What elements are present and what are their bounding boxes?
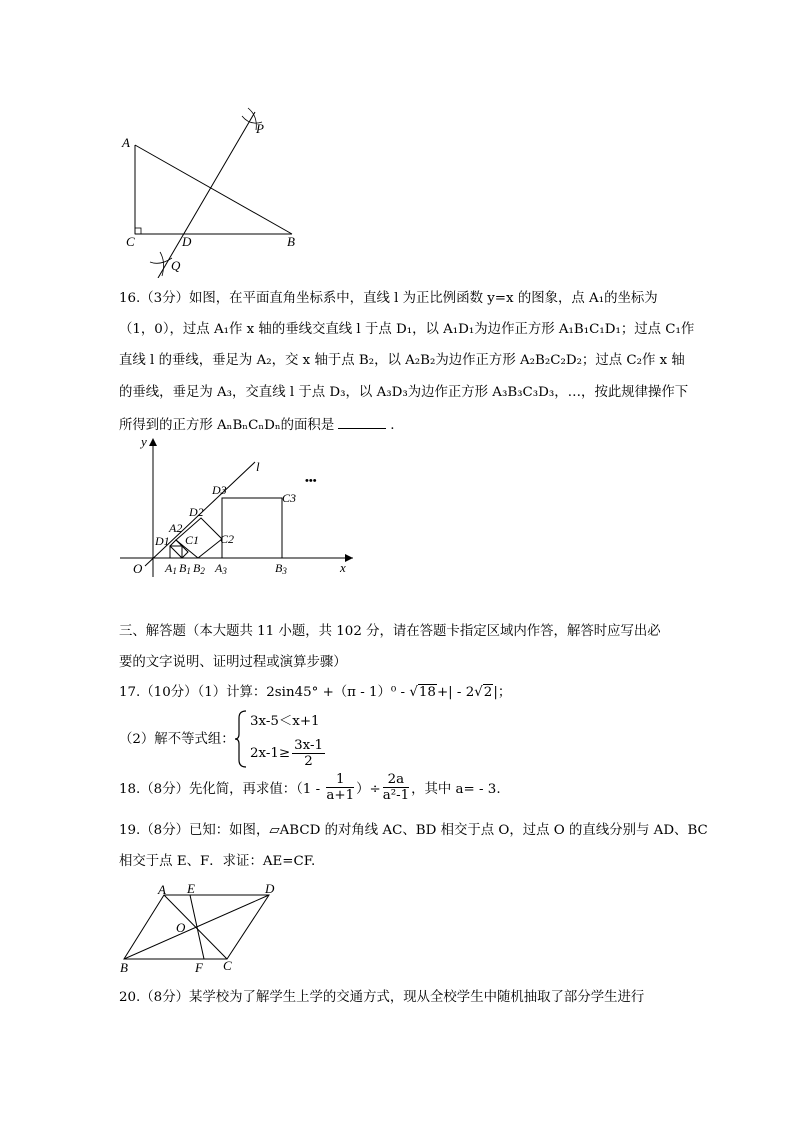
q18-mid: ）÷	[356, 782, 381, 797]
label-B: B	[287, 234, 295, 249]
q18-fraction2: $\frac{2a}{\text{a²-1}}$	[382, 772, 410, 803]
q16-line2: （1，0），过点 A₁作 x 轴的垂线交直线 l 于点 D₁，以 A₁D₁为边作正方形 A₁B₁C₁D₁；过点 C₁作	[119, 322, 695, 337]
label-A: A	[122, 135, 130, 150]
label-D1: D1	[155, 534, 170, 548]
q16-line5-end: .	[390, 418, 395, 433]
q17-part2-label: （2）解不等式组：	[119, 732, 235, 747]
label-C1: C1	[185, 533, 200, 547]
q17-p1-end: |；	[493, 685, 512, 700]
ineq2	[250, 738, 327, 769]
label-P: P	[256, 121, 264, 136]
q18	[119, 772, 501, 803]
q16-line3: 直线 l 的垂线，垂足为 A₂，交 x 轴于点 B₂，以 A₂B₂为边作正方形 A₂B₂C₂D₂；过点 C₂作 x 轴	[119, 353, 685, 368]
label-A: A	[158, 882, 166, 897]
q18-end: ，其中 a= - 3.	[411, 782, 501, 797]
label-C: C	[126, 234, 135, 249]
q17-p1-mid: +| - 2	[436, 685, 475, 700]
label-A1: A1	[165, 561, 177, 576]
label-A3: A3	[215, 561, 227, 576]
section3-line2: 要的文字说明、证明过程或演算步骤）	[119, 655, 347, 670]
label-y: y	[141, 434, 147, 449]
label-B3: B3	[275, 561, 287, 576]
q17-p1-prefix: 17.（10分）（1）计算：2sin45° +（π - 1）⁰ -	[119, 685, 410, 700]
label-D2: D2	[189, 505, 204, 519]
label-l: l	[256, 459, 260, 474]
label-B2: B2	[193, 561, 205, 576]
label-D: D	[182, 234, 192, 249]
q20-line1: 20.（8分）某学校为了解学生上学的交通方式，现从全校学生中随机抽取了部分学生进行	[119, 990, 645, 1005]
label-O: O	[176, 920, 186, 935]
q18-fraction1: $\frac{1}{a+1}$	[326, 772, 355, 803]
q16-line1: 16.（3分）如图，在平面直角坐标系中，直线 l 为正比例函数 y=x 的图象，点 A₁的坐标为	[119, 291, 658, 306]
q19-line2: 相交于点 E、F．求证：AE=CF.	[119, 854, 316, 869]
q17-part1: 17.（10分）（1）计算：2sin45° +（π - 1）⁰ - √18+| - 2√2|；	[119, 685, 512, 700]
sqrt-2: 2	[483, 685, 493, 700]
q19-line1: 19.（8分）已知：如图，▱ABCD 的对角线 AC、BD 相交于点 O，过点 O 的直线分别与 AD、BC	[119, 823, 708, 838]
brace	[234, 710, 248, 768]
ineq2-fraction: $\frac{3x-1}{2}$	[294, 738, 323, 769]
ineq2-lhs: 2x-1≥	[250, 746, 291, 761]
ineq1: 3x-5＜x+1	[250, 714, 320, 729]
label-B: B	[120, 960, 128, 975]
parallelogram-figure	[112, 878, 287, 978]
sqrt-18: 18	[418, 685, 436, 700]
q16-line4: 的垂线，垂足为 A₃，交直线 l 于点 D₃，以 A₃D₃为边作正方形 A₃B₃C₃D₃，…，按此规律操作下	[119, 385, 689, 400]
label-F: F	[195, 960, 203, 975]
q16-line5-text: 所得到的正方形 AₙBₙCₙDₙ的面积是	[119, 418, 335, 433]
answer-blank[interactable]	[338, 414, 386, 429]
label-C2: C2	[220, 532, 235, 546]
label-C3: C3	[282, 491, 297, 505]
label-A2: A2	[169, 521, 183, 535]
triangle-figure	[110, 100, 310, 278]
coordinate-figure	[115, 432, 365, 580]
q18-prefix: 18.（8分）先化简，再求值：（1 -	[119, 782, 325, 797]
label-B1: B1	[179, 561, 191, 576]
section3-line1: 三、解答题（本大题共 11 小题，共 102 分，请在答题卡指定区域内作答，解答时应写出必	[119, 624, 661, 639]
dots: •••	[305, 475, 317, 487]
label-D: D	[265, 881, 275, 896]
label-Q: Q	[171, 258, 181, 273]
label-E: E	[187, 881, 195, 896]
label-x: x	[340, 560, 346, 575]
label-C: C	[223, 958, 232, 973]
label-D3: D3	[212, 483, 227, 497]
label-O: O	[133, 561, 143, 576]
